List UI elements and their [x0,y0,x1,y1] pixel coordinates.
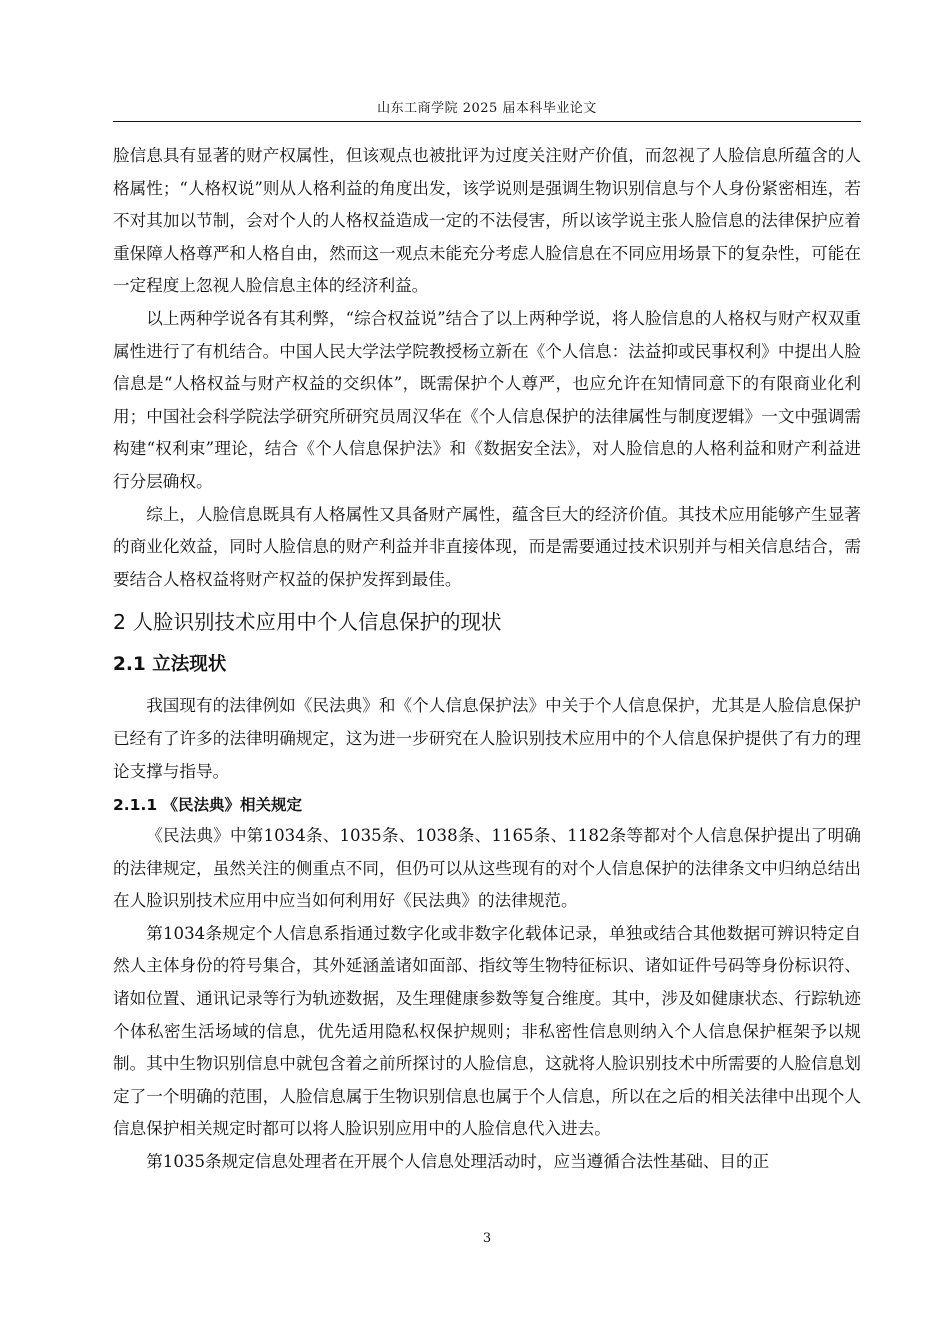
page-body [113,140,861,1179]
paragraph-comprehensive-rights: 以上两种学说各有其利弊，“综合权益说”结合了以上两种学说，将人脸信息的人格权与财产权双重属性进行了有机结合。中国人民大学法学院教授杨立新在《个人信息：法益抑或民事权利》中提出人脸信息是“人格权益与财产权益的交织体”，既需保护个人尊严，也应允许在知情同意下的有限商业化利用；中国社会科学院法学研究所研究员周汉华在《个人信息保护的法律属性与制度逻辑》一文中强调需构建“权利束”理论，结合《个人信息保护法》和《数据安全法》，对人脸信息的人格利益和财产利益进行分层确权。 [113,308,861,491]
section-heading-2-1: 2.1 立法现状 [113,654,227,676]
paragraph-article-1034: 第1034条规定个人信息系指通过数字化或非数字化载体记录，单独或结合其他数据可辨识特定自然人主体身份的符号集合，其外延涵盖诸如面部、指纹等生物特征标识、诸如证件号码等身份标识符、诸如位置、通讯记录等行为轨迹数据，及生理健康参数等复合维度。其中，涉及如健康状态、行踪轨迹个体私密生活场域的信息，优先适用隐私权保护规则；非私密性信息则纳入个人信息保护框架予以规制。其中生物识别信息中就包含着之前所探讨的人脸信息，这就将人脸识别技术中所需要的人脸信息划定了一个明确的范围，人脸信息属于生物识别信息也属于个人信息，所以在之后的相关法律中出现个人信息保护相关规定时都可以将人脸识别应用中的人脸信息代入进去。 [113,923,861,1139]
paragraph-summary: 综上，人脸信息既具有人格属性又具备财产属性，蕴含巨大的经济价值。其技术应用能够产生显著的商业化效益，同时人脸信息的财产利益并非直接体现，而是需要通过技术识别并与相关信息结合，需要结合人格权益将财产权益的保护发挥到最佳。 [113,504,861,589]
paragraph-civil-code-articles: 《民法典》中第1034条、1035条、1038条、1165条、1182条等都对个人信息保护提出了明确的法律规定，虽然关注的侧重点不同，但仍可以从这些现有的对个人信息保护的法律条文中归纳总结出在人脸识别技术应用中应当如何利用好《民法典》的法律规范。 [113,826,861,911]
paragraph-legislation-overview: 我国现有的法律例如《民法典》和《个人信息保护法》中关于个人信息保护，尤其是人脸信息保护已经有了许多的法律明确规定，这为进一步研究在人脸识别技术应用中的个人信息保护提供了有力的理论支撑与指导。 [113,696,861,781]
running-header: 山东工商学院 2025 届本科毕业论文 [377,101,597,116]
paragraph-article-1035: 第1035条规定信息处理者在开展个人信息处理活动时，应当遵循合法性基础、目的正 [146,1152,770,1172]
paragraph-continued: 脸信息具有显著的财产权属性，但该观点也被批评为过度关注财产价值，而忽视了人脸信息所蕴含的人格属性；“人格权说”则从人格利益的角度出发，该学说则是强调生物识别信息与个人身份紧密相连，若不对其加以节制，会对个人的人格权益造成一定的不法侵害，所以该学说主张人脸信息的法律保护应着重保障人格尊严和人格自由，然而这一观点未能充分考虑人脸信息在不同应用场景下的复杂性，可能在一定程度上忽视人脸信息主体的经济利益。 [113,146,861,296]
page-number: 3 [482,1231,492,1246]
section-heading-2: 2 人脸识别技术应用中个人信息保护的现状 [113,610,502,635]
section-heading-2-1-1: 2.1.1 《民法典》相关规定 [113,796,303,815]
header-divider [113,121,861,122]
